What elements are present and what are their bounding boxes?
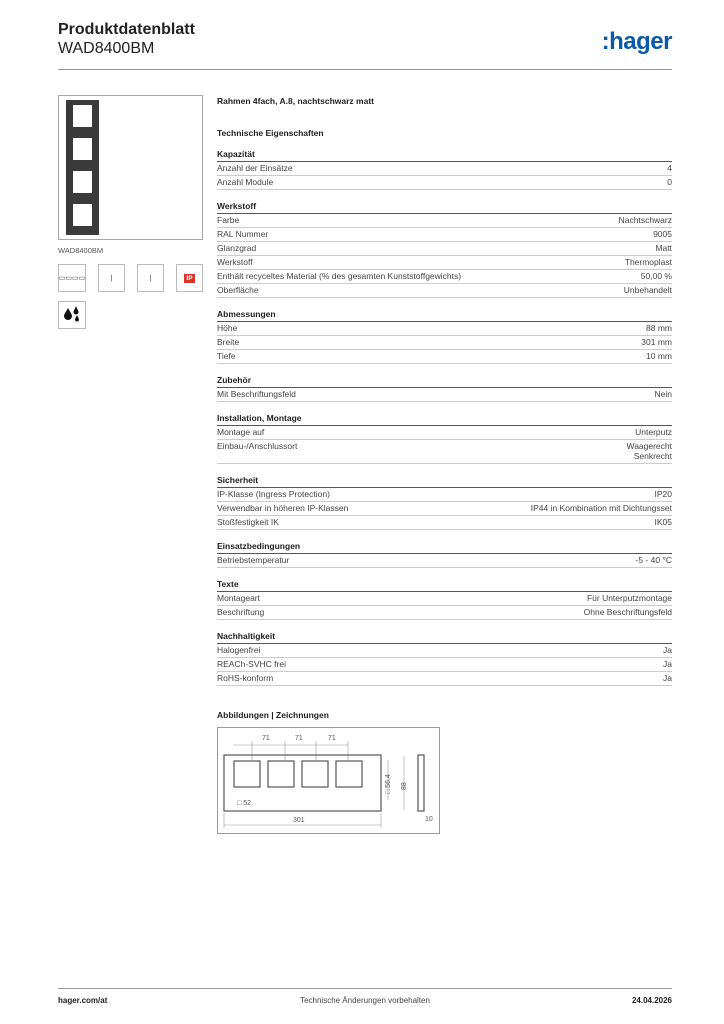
spec-label: Enthält recyceltes Material (% des gesamten Kunststoffgewichts)	[217, 271, 462, 281]
spec-value-line: Thermoplast	[624, 257, 672, 267]
footer-date: 24.04.2026	[631, 996, 672, 1005]
spec-group	[217, 475, 672, 530]
footer-divider	[58, 988, 672, 989]
drawings-title: Abbildungen | Zeichnungen	[217, 710, 329, 720]
spec-row	[217, 242, 672, 256]
spec-group-title: Kapazität	[217, 149, 672, 162]
spec-row	[217, 644, 672, 658]
spec-value-line: Unbehandelt	[623, 285, 672, 295]
dimension-drawing	[218, 728, 439, 833]
frame-slot	[73, 105, 92, 127]
spec-label: RAL Nummer	[217, 229, 269, 239]
spec-value	[653, 229, 672, 239]
spec-value-line: 9005	[653, 229, 672, 239]
spec-value	[646, 323, 672, 333]
spec-value-line: Nein	[654, 389, 672, 399]
spec-row	[217, 606, 672, 620]
spec-value-line: IP44 in Kombination mit Dichtungsset	[530, 503, 672, 513]
spec-value-line: Ohne Beschriftungsfeld	[583, 607, 672, 617]
spec-row	[217, 440, 672, 464]
width-dimension-label: 301	[293, 817, 305, 824]
spec-value-line: 10 mm	[646, 351, 672, 361]
spec-group	[217, 201, 672, 298]
spec-group	[217, 631, 672, 686]
spec-label: Stoßfestigkeit IK	[217, 517, 279, 527]
spec-label: REACh-SVHC frei	[217, 659, 286, 669]
frame-illustration	[66, 100, 99, 235]
spec-label: Oberfläche	[217, 285, 259, 295]
spec-value	[584, 607, 672, 617]
spec-row	[217, 516, 672, 530]
spec-row	[217, 554, 672, 568]
spec-label: Breite	[217, 337, 240, 347]
spec-value	[667, 163, 672, 173]
spec-group	[217, 579, 672, 620]
spec-value	[663, 645, 672, 655]
section-heading: Technische Eigenschaften	[217, 128, 324, 138]
spec-row	[217, 284, 672, 298]
spec-value-line: Matt	[655, 243, 672, 253]
spec-value	[635, 427, 672, 437]
product-code-title: WAD8400BM	[58, 40, 155, 57]
spec-row	[217, 350, 672, 364]
spec-group	[217, 309, 672, 364]
spec-label: Tiefe	[217, 351, 236, 361]
spec-label: Anzahl Module	[217, 177, 274, 187]
spec-label: Werkstoff	[217, 257, 253, 267]
spec-value	[655, 243, 672, 253]
spec-group-title: Werkstoff	[217, 201, 672, 214]
spec-value	[624, 285, 672, 295]
spec-label: Beschriftung	[217, 607, 265, 617]
spec-label: Mit Beschriftungsfeld	[217, 389, 296, 399]
document-title: Produktdatenblatt	[58, 21, 195, 38]
spec-group	[217, 541, 672, 568]
feature-icons	[58, 264, 203, 292]
spec-label: IP-Klasse (Ingress Protection)	[217, 489, 330, 499]
product-name: Rahmen 4fach, A.8, nachtschwarz matt	[217, 96, 374, 106]
spec-label: Glanzgrad	[217, 243, 257, 253]
spec-label: Halogenfrei	[217, 645, 261, 655]
spec-value	[531, 503, 672, 513]
spec-value-line: Ja	[663, 659, 672, 669]
spec-row	[217, 388, 672, 402]
depth-dimension-label: 10	[425, 816, 433, 823]
spec-value	[663, 659, 672, 669]
frame-slot	[73, 138, 92, 160]
left-column	[58, 95, 203, 329]
spec-value-line: Unterputz	[635, 427, 672, 437]
spec-value-line: 4	[667, 163, 672, 173]
spec-row	[217, 426, 672, 440]
spec-value	[625, 257, 672, 267]
spec-group-title: Zubehör	[217, 375, 672, 388]
spec-label: Einbau-/Anschlussort	[217, 441, 298, 451]
spec-group	[217, 149, 672, 190]
product-image	[58, 95, 203, 240]
spec-value	[663, 673, 672, 683]
spec-row	[217, 270, 672, 284]
spec-label: RoHS-konform	[217, 673, 274, 683]
spec-row	[217, 672, 672, 686]
image-caption: WAD8400BM	[58, 246, 104, 255]
spec-value-line: Nachtschwarz	[618, 215, 672, 225]
page-header	[58, 20, 672, 70]
spec-group-title: Installation, Montage	[217, 413, 672, 426]
spec-label: Anzahl der Einsätze	[217, 163, 293, 173]
spec-row	[217, 502, 672, 516]
spec-row	[217, 592, 672, 606]
spec-value-line: 50,00 %	[640, 271, 672, 281]
spec-row	[217, 488, 672, 502]
spec-value	[641, 271, 672, 281]
spec-row	[217, 256, 672, 270]
spec-value-line: IK05	[654, 517, 672, 527]
spec-label: Verwendbar in höheren IP-Klassen	[217, 503, 349, 513]
specification-column	[217, 96, 672, 834]
spec-value-line: 88 mm	[646, 323, 672, 333]
spec-group-title: Abmessungen	[217, 309, 672, 322]
quadruple-frame-icon: ▭▭▭▭	[58, 264, 86, 292]
footer-notice: Technische Änderungen vorbehalten	[300, 996, 430, 1005]
footer-website-link[interactable]: hager.com/at	[58, 996, 108, 1005]
spec-label: Montage auf	[217, 427, 265, 437]
inner-height-dimension-label: □ 56,4	[385, 774, 392, 794]
frame-slot	[73, 171, 92, 193]
height-dimension-label: 88	[401, 782, 408, 790]
spec-value-line: Für Unterputzmontage	[586, 593, 672, 603]
vertical-line-icon: |	[98, 264, 125, 292]
spec-value-line: -5 - 40 °C	[635, 555, 672, 565]
frame-slot	[73, 204, 92, 226]
spec-group-title: Einsatzbedingungen	[217, 541, 672, 554]
spec-label: Höhe	[217, 323, 238, 333]
spec-group	[217, 413, 672, 464]
spec-label: Farbe	[217, 215, 240, 225]
spec-value	[619, 215, 672, 225]
pitch-dimension-label: 71	[328, 735, 336, 742]
spec-value	[655, 389, 672, 399]
spec-groups	[217, 149, 672, 686]
technical-drawing	[217, 727, 440, 834]
spec-value	[636, 555, 672, 565]
spec-value-line: Ja	[663, 645, 672, 655]
spec-value	[641, 337, 672, 347]
hager-logo: :hager	[601, 28, 672, 55]
spec-value-line: 0	[667, 177, 672, 187]
spec-value	[667, 177, 672, 187]
spec-row	[217, 322, 672, 336]
spec-value-line: IP20	[654, 489, 672, 499]
spec-label: Betriebstemperatur	[217, 555, 290, 565]
spec-label: Montageart	[217, 593, 260, 603]
spec-group-title: Nachhaltigkeit	[217, 631, 672, 644]
spec-value-line: 301 mm	[641, 337, 672, 347]
spec-value	[646, 351, 672, 361]
spec-row	[217, 162, 672, 176]
spec-group	[217, 375, 672, 402]
spec-value	[655, 517, 673, 527]
spec-value-line: Waagerecht	[626, 441, 672, 451]
spec-value	[626, 441, 672, 461]
spec-row	[217, 658, 672, 672]
vertical-line-icon: |	[137, 264, 164, 292]
spec-value	[587, 593, 672, 603]
header-divider	[58, 69, 672, 70]
spec-group-title: Texte	[217, 579, 672, 592]
spec-row	[217, 214, 672, 228]
water-drops-icon	[58, 301, 86, 329]
cutout-dimension-label: □ 52	[237, 800, 251, 807]
pitch-dimension-label: 71	[295, 735, 303, 742]
spec-value-line: Senkrecht	[633, 451, 672, 461]
spec-group-title: Sicherheit	[217, 475, 672, 488]
spec-value-line: Ja	[663, 673, 672, 683]
spec-row	[217, 228, 672, 242]
spec-row	[217, 336, 672, 350]
pitch-dimension-label: 71	[262, 735, 270, 742]
ip-rating-icon: IP	[176, 264, 203, 292]
spec-row	[217, 176, 672, 190]
spec-value	[655, 489, 673, 499]
